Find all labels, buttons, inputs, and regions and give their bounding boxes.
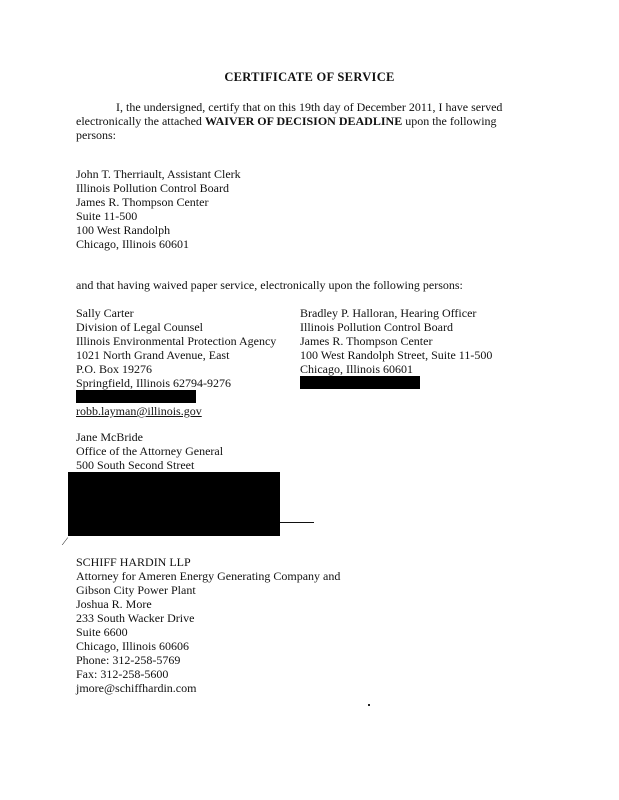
- intro-line-1: I, the undersigned, certify that on this 19th day of December 2011, I have served: [116, 100, 503, 114]
- right-party-line: James R. Thompson Center: [300, 334, 433, 348]
- firm-line: SCHIFF HARDIN LLP: [76, 555, 191, 569]
- right-party-line: Chicago, Illinois 60601: [300, 362, 413, 376]
- firm-line: Attorney for Ameren Energy Generating Company and: [76, 569, 341, 583]
- right-party-line: 100 West Randolph Street, Suite 11-500: [300, 348, 493, 362]
- signature-mark: ⁄: [64, 534, 67, 548]
- scan-speck: [368, 704, 370, 706]
- left-party-block: [76, 306, 276, 390]
- redaction-bar: [76, 390, 196, 403]
- ag-line: Office of the Attorney General: [76, 444, 224, 458]
- left-party-line: Illinois Environmental Protection Agency: [76, 334, 277, 348]
- firm-line: Suite 6600: [76, 625, 128, 639]
- firm-line: 233 South Wacker Drive: [76, 611, 195, 625]
- firm-line: Fax: 312-258-5600: [76, 667, 169, 681]
- firm-line: Chicago, Illinois 60606: [76, 639, 189, 653]
- left-party-line: Springfield, Illinois 62794-9276: [76, 376, 231, 390]
- clerk-line: James R. Thompson Center: [76, 195, 209, 209]
- ag-line: 500 South Second Street: [76, 458, 195, 472]
- attorney-general-block: [76, 430, 223, 472]
- left-party-line: Sally Carter: [76, 306, 134, 320]
- ag-line: Jane McBride: [76, 430, 143, 444]
- firm-line: Phone: 312-258-5769: [76, 653, 181, 667]
- page-title: CERTIFICATE OF SERVICE: [224, 70, 395, 84]
- right-party-block: [300, 306, 492, 376]
- clerk-line: Illinois Pollution Control Board: [76, 181, 230, 195]
- clerk-line: Chicago, Illinois 60601: [76, 237, 189, 251]
- redaction-bar: [300, 376, 420, 389]
- intro-line-3: persons:: [76, 128, 116, 142]
- right-party-line: Bradley P. Halloran, Hearing Officer: [300, 306, 477, 320]
- left-party-line: P.O. Box 19276: [76, 362, 153, 376]
- redaction-block: [68, 472, 280, 536]
- intro-line-2-pre: electronically the attached: [76, 114, 205, 128]
- left-party-email[interactable]: robb.layman@illinois.gov: [76, 404, 202, 418]
- document-name: WAIVER OF DECISION DEADLINE: [204, 114, 403, 128]
- firm-email: jmore@schiffhardin.com: [76, 681, 197, 695]
- firm-line: Joshua R. More: [76, 597, 152, 611]
- intro-line-2-post: upon the following: [402, 114, 497, 128]
- clerk-line: Suite 11-500: [76, 209, 138, 223]
- right-party-line: Illinois Pollution Control Board: [300, 320, 454, 334]
- clerk-line: 100 West Randolph: [76, 223, 171, 237]
- firm-line: Gibson City Power Plant: [76, 583, 196, 597]
- clerk-address-block: [76, 167, 241, 251]
- left-party-line: Division of Legal Counsel: [76, 320, 203, 334]
- intro-line-2: [76, 114, 497, 128]
- firm-address-block: [76, 555, 340, 695]
- paper-service-statement: and that having waived paper service, electronically upon the following persons:: [76, 278, 463, 292]
- clerk-line: John T. Therriault, Assistant Clerk: [76, 167, 241, 181]
- signature-line: [280, 522, 314, 523]
- left-party-line: 1021 North Grand Avenue, East: [76, 348, 230, 362]
